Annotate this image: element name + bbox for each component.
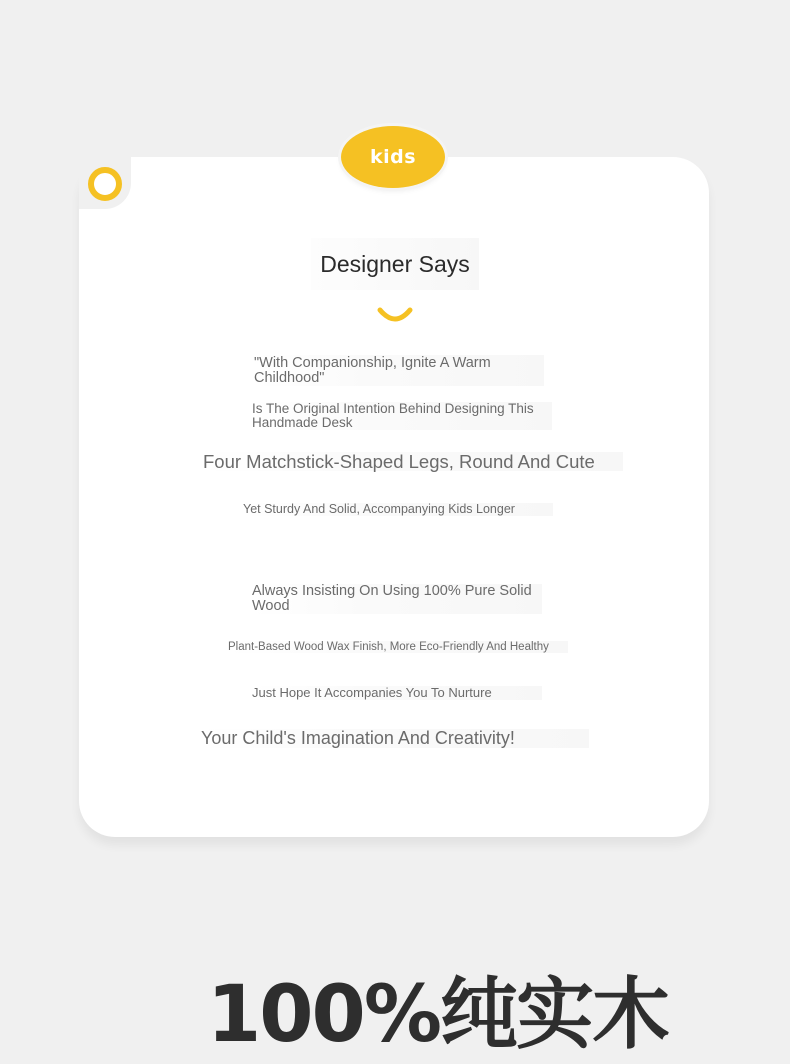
quote-line-1: "With Companionship, Ignite A Warm Childhood" — [254, 355, 544, 386]
section-heading-solid-wood: 100%纯实木 — [207, 970, 668, 1060]
ring-icon — [88, 167, 122, 201]
quote-line-3: Four Matchstick-Shaped Legs, Round And Cute — [203, 452, 623, 471]
page-title: Designer Says — [311, 238, 479, 290]
quote-line-5: Always Insisting On Using 100% Pure Solid Wood — [252, 584, 542, 614]
quote-line-7: Just Hope It Accompanies You To Nurture — [252, 686, 542, 700]
quote-line-8: Your Child's Imagination And Creativity! — [201, 729, 589, 748]
quote-line-6: Plant-Based Wood Wax Finish, More Eco-Friendly And Healthy — [228, 641, 568, 653]
quote-line-2: Is The Original Intention Behind Designing This Handmade Desk — [252, 402, 552, 430]
smile-icon — [377, 304, 413, 326]
kids-logo-badge: kids — [341, 126, 445, 188]
quote-line-4: Yet Sturdy And Solid, Accompanying Kids Longer — [243, 503, 553, 516]
